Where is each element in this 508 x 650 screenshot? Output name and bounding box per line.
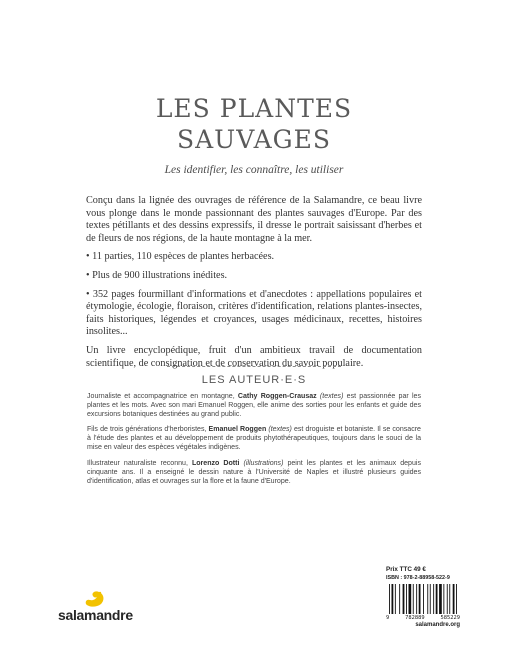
barcode-digit-first: 9 bbox=[386, 615, 390, 621]
author-bio: Journaliste et accompagnatrice en montagne, Cathy Roggen-Crausaz (textes) est passionnée par les plantes et les mots. Avec son mari Emanuel Roggen, elle anime des sorties pour les enfants et guide des excursions botaniques destinées au grand public. bbox=[87, 393, 421, 419]
authors-heading: LES AUTEUR·E·S bbox=[201, 374, 307, 386]
book-title bbox=[0, 93, 508, 155]
salamander-logo-icon bbox=[82, 588, 108, 608]
book-title-line1: LES PLANTES bbox=[155, 94, 353, 123]
description-intro: Conçu dans la lignée des ouvrages de référence de la Salamandre, ce beau livre vous plonge dans le monde passionnant des plantes sauvages d'Europe. Par des textes pétillants et des dessins expressifs, il dresse le portrait saisissant d'herbes et de fleurs de nos régions, de la haute montagne à la mer. bbox=[86, 195, 422, 244]
barcode-digit-group: 782889 bbox=[405, 615, 425, 621]
book-subtitle: Les identifier, les connaître, les utiliser bbox=[164, 164, 344, 176]
author-role: (textes) bbox=[268, 426, 292, 434]
section-divider bbox=[167, 366, 341, 367]
publisher-logo bbox=[58, 588, 132, 624]
website: salamandre.org bbox=[415, 622, 460, 628]
author-bios bbox=[87, 392, 421, 492]
price-isbn-block bbox=[386, 566, 460, 628]
description-closing: Un livre encyclopédique, fruit d'un ambitieux travail de documentation scientifique, de consignation et de conservation du savoir populaire. bbox=[86, 344, 422, 369]
author-name: Lorenzo Dotti bbox=[191, 459, 240, 467]
book-title-line2: SAUVAGES bbox=[176, 125, 331, 154]
author-name: Cathy Roggen-Crausaz bbox=[237, 393, 317, 400]
feature-item: • 11 parties, 110 espèces de plantes herbacées. bbox=[86, 251, 275, 263]
author-role: (illustrations) bbox=[243, 459, 284, 467]
barcode-digit-group: 585229 bbox=[440, 615, 460, 621]
author-role: (textes) bbox=[319, 393, 344, 400]
author-bio: Fils de trois générations d'herboristes, Emanuel Roggen (textes) est droguiste et botaniste. Il se consacre à l'étude des plantes et au développement de produits phytothérapeutiques, toujours dans le souci de la mise en valeur des espèces végétales indigènes. bbox=[87, 426, 421, 452]
author-bio: Illustrateur naturaliste reconnu, Lorenzo Dotti (illustrations) peint les plantes et les animaux depuis cinquante ans. Il a enseigné le dessin nature à l'Université de Naples et illustré plusieurs guides d'identification, atlas et ouvrages sur la flore et la faune d'Europe. bbox=[87, 459, 421, 485]
author-name: Emanuel Roggen bbox=[208, 426, 267, 434]
feature-item: • 352 pages fourmillant d'informations et d'anecdotes : appellations populaires et étymologie, écologie, floraison, critères d'identification, relations plantes-insectes, faits historiques, légendes et croyances, usages médicinaux, recettes, histoires insolites... bbox=[86, 288, 422, 338]
description bbox=[86, 195, 422, 376]
publisher-name: salamandre bbox=[58, 607, 133, 623]
barcode-digits bbox=[386, 615, 460, 621]
isbn: ISBN : 978-2-88958-522-9 bbox=[386, 575, 450, 581]
price: Prix TTC 49 € bbox=[386, 566, 426, 573]
barcode bbox=[386, 584, 460, 614]
feature-item: • Plus de 900 illustrations inédites. bbox=[86, 269, 228, 281]
